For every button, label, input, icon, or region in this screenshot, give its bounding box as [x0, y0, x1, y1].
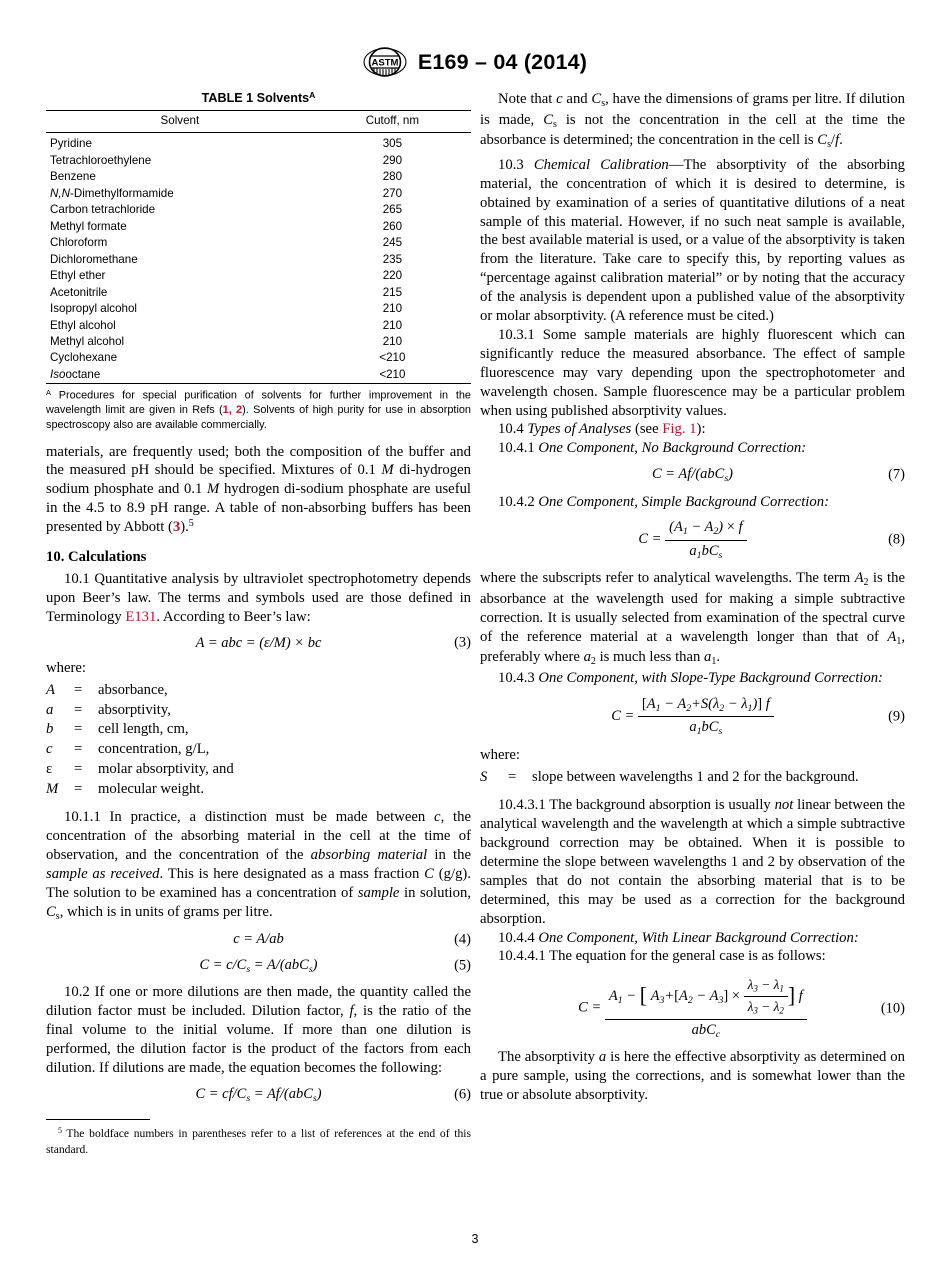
where-list — [480, 768, 905, 788]
equation-8-number: (8) — [888, 532, 905, 549]
page-footnote-5 — [46, 1126, 471, 1157]
table-title-text: TABLE 1 Solvents — [201, 91, 310, 106]
equation-5-part-1: C = c/C — [199, 956, 247, 973]
paragraph-where-subscripts — [480, 569, 905, 669]
paragraph-10-2 — [46, 983, 471, 1077]
text: hydrogen di-sodium phosphate are useful in the 4.5 to 8.9 pH range. A table of non-absorbing buffers has been presented by Abbott ( — [46, 481, 472, 536]
symbol-molar-1: M — [381, 462, 394, 479]
text: , is the ratio of the final volume to the initial volume. If more than one dilution is performed, the dilution factor is the product of the factors from each dilution. If dilutions are made, the equation becomes the following: — [46, 1003, 471, 1076]
footnote-separator: , — [228, 404, 237, 417]
subscript-s: s — [55, 910, 60, 922]
equation-7-subscript: s — [724, 472, 729, 484]
cell-cutoff: 210 — [382, 318, 403, 332]
text: The background absorption is usually — [545, 797, 775, 814]
footnote-marker-5: 5 — [188, 518, 194, 530]
section-number: 10.4 — [498, 421, 524, 438]
standard-designation: E169 – 04 (2014) — [417, 49, 588, 74]
subscript-s: s — [827, 139, 831, 151]
equation-4 — [46, 930, 471, 949]
cell-cutoff: 270 — [382, 186, 403, 200]
text: is the absorbance at the wavelength used for making a simple subtractive correction. It is usually selected from examination of the spectral curve of the reference material at a wavelength longer than that of — [480, 570, 905, 645]
text: The equation for the general case is as follows: — [545, 948, 826, 965]
equation-5-number: (5) — [454, 957, 471, 974]
cell-solvent: Methyl alcohol — [50, 334, 125, 348]
table-footnote — [46, 388, 471, 434]
equation-10-denominator: abC$_c$ — [691, 1021, 721, 1040]
where-item — [46, 720, 471, 740]
cell-cutoff: 305 — [382, 137, 403, 151]
text: If one or more dilutions are then made, the quantity called the dilution factor must be included. Dilution factor, — [46, 984, 471, 1020]
cell-cutoff: <210 — [314, 366, 471, 383]
symbol-A2: A — [854, 570, 864, 587]
table-row — [46, 267, 471, 283]
cell-solvent: Ethyl alcohol — [50, 318, 116, 332]
cell-solvent: Chloroform — [50, 236, 108, 250]
where-symbol: b — [46, 721, 54, 738]
text: Note that — [498, 91, 557, 107]
equation-5 — [46, 956, 471, 976]
equation-5-subscript-1: s — [246, 963, 251, 975]
section-title-types-of-analyses: Types of Analyses — [527, 421, 632, 438]
cell-cutoff: 290 — [382, 153, 403, 167]
text: Quantitative analysis by ultraviolet spectrophotometry depends upon Beer’s law. The terms and symbols used are those defined in Terminology — [46, 570, 471, 625]
table-row — [46, 133, 471, 152]
column-header-cutoff: Cutoff, nm — [314, 111, 471, 133]
cell-solvent: Dichloromethane — [50, 252, 138, 266]
where-equals: = — [74, 721, 83, 738]
text: (g/g). The solution to be examined has a concentration of — [46, 865, 471, 901]
paragraph-10-4-4-1 — [480, 947, 905, 966]
right-column — [480, 90, 905, 1105]
where-list — [46, 681, 471, 799]
section-number: 10.4.1 — [498, 440, 535, 457]
equation-5-body — [199, 956, 317, 976]
equation-7-number: (7) — [888, 467, 905, 484]
equation-3 — [46, 634, 471, 653]
cell-solvent: Ethyl ether — [50, 269, 106, 283]
equation-4-number: (4) — [454, 931, 471, 948]
text: in the — [427, 846, 472, 863]
cell-solvent: octane — [65, 367, 101, 381]
text: , preferably where — [480, 628, 905, 666]
section-number: 10.3.1 — [498, 326, 535, 343]
symbol-Cs: C — [46, 903, 56, 920]
page-number: 3 — [471, 1232, 479, 1246]
text: , have the dimensions of grams per litre. If dilution is made, — [480, 91, 905, 128]
table-row — [46, 234, 471, 250]
equation-4-body: c = A/ab — [233, 931, 284, 948]
section-heading-calculations: 10. Calculations — [46, 548, 147, 565]
equation-10-body: C = $A_1$ − [ $A_3+[A_2 - A_3]$ × $\frac{\lambda_3 - \lambda_1}{\lambda_3 - \lambda_2}$ ] f abC$_c$ — [578, 976, 807, 1041]
where-label: where: — [480, 746, 520, 763]
section-title-simple-background-correction: One Component, Simple Background Correction: — [538, 493, 829, 510]
table-row — [46, 169, 471, 185]
subscript-2: 2 — [590, 656, 596, 668]
where-definition: slope between wavelengths 1 and 2 for the background. — [532, 768, 859, 785]
equation-6-part-3: ) — [316, 1085, 322, 1102]
paragraph-10-4-3-1 — [480, 796, 905, 928]
astm-logo — [363, 47, 407, 77]
table-row — [46, 350, 471, 366]
text: In practice, a distinction must be made between — [100, 809, 435, 826]
equation-9-numerator: $[A_1 - A_2+S(\lambda_2 - \lambda_1)]$ f — [638, 695, 774, 717]
cell-cutoff: 245 — [382, 236, 403, 250]
solvents-table-body — [46, 133, 471, 384]
where-equals: = — [74, 701, 83, 718]
table-1-solvents — [46, 90, 471, 434]
symbol-C: C — [817, 132, 828, 149]
where-equals: = — [74, 682, 83, 699]
cell-solvent-italic-prefix: N,N — [50, 186, 70, 200]
section-number: 10.3 — [498, 156, 524, 173]
where-item — [46, 740, 471, 760]
paragraph-10-1-1 — [46, 808, 471, 923]
cell-cutoff: 210 — [382, 334, 403, 348]
symbol-a1: a — [704, 649, 712, 666]
cell-solvent: Acetonitrile — [50, 285, 108, 299]
paragraph-note-dimensions — [480, 90, 905, 152]
where-item — [46, 780, 471, 800]
table-row — [46, 333, 471, 349]
section-title-one-component-no-background: One Component, No Background Correction: — [538, 440, 807, 457]
table-footnote-text-1: Procedures for special purification of solvents for further improvement in the wavelength limit are given in Refs ( — [46, 389, 471, 417]
table-title — [46, 90, 471, 106]
where-label: where: — [46, 660, 86, 677]
equation-9-body: C = $\frac{[A_1 - A_2+S(\lambda_2 - \lambda_1)] f}{a_1bC_s}$ — [611, 695, 774, 739]
cell-cutoff: <210 — [379, 351, 406, 365]
symbol-C: C — [424, 865, 434, 882]
where-symbol: S — [480, 768, 488, 785]
where-definition: molecular weight. — [98, 780, 205, 797]
reference-link-2[interactable]: 2 — [236, 404, 243, 417]
symbol-a2: a — [583, 649, 591, 666]
table-row — [46, 218, 471, 234]
where-symbol: a — [46, 701, 54, 718]
equation-6-number: (6) — [454, 1086, 471, 1103]
text: , the concentration of the absorbing material in the cell at the time of observation, and the concentration of the — [46, 809, 471, 863]
text: is here the effective absorptivity as determined on a pure sample, using the corrections, and is somewhat lower than the true or absolute absorptivity. — [480, 1049, 905, 1103]
paragraph-10-4 — [480, 420, 905, 439]
text: Some sample materials are highly fluorescent which can significantly reduce the measured absorbance. The effect of sample fluorescence may vary depending upon the spectrophotometer and wavelength chosen. Sample fluorescence may be a particular problem when using published absorptivity values. — [480, 326, 905, 419]
cell-solvent: Isopropyl alcohol — [50, 302, 138, 316]
text: is much less than — [595, 649, 705, 666]
table-row — [46, 284, 471, 300]
where-definition: absorbance, — [98, 682, 168, 699]
equation-9-number: (9) — [888, 708, 905, 725]
section-number: 10.4.2 — [498, 493, 535, 510]
cell-solvent: Carbon tetrachloride — [50, 203, 156, 217]
cell-solvent: Methyl formate — [50, 219, 127, 233]
where-item — [46, 701, 471, 721]
where-item — [46, 760, 471, 780]
equation-8-numerator: $(A_1 - A_2) \times f$ — [665, 518, 747, 540]
cell-cutoff: 280 — [382, 170, 403, 184]
left-column — [46, 90, 471, 1157]
footnote-text: The boldface numbers in parentheses refer to a list of references at the end of this standard. — [46, 1127, 471, 1156]
cell-solvent: Cyclohexane — [50, 351, 118, 365]
paragraph-10-4-2 — [480, 493, 905, 512]
paragraph-materials — [46, 443, 471, 537]
cell-cutoff: 220 — [382, 269, 403, 283]
text: . This is here designated as a mass fraction — [159, 865, 425, 882]
paragraph-10-4-1 — [480, 439, 905, 458]
text: is not the concentration in the cell at the time the absorbance is determined; the concentration in the cell is — [480, 111, 905, 149]
equation-8-body: C = $\frac{(A_1 - A_2) \times f}{a_1bC_s}$ — [638, 518, 746, 562]
table-footnote-marker: A — [46, 387, 51, 397]
cell-solvent: -Dimethylformamide — [69, 186, 174, 200]
section-number: 10.4.4 — [498, 929, 535, 946]
paragraph-10-1 — [46, 570, 471, 627]
equation-9-denominator: $a_1bC_s$ — [689, 719, 723, 738]
symbol-f: f — [835, 132, 840, 149]
equation-3-number: (3) — [454, 634, 471, 651]
table-row — [46, 185, 471, 201]
text: linear between the analytical wavelength and the wavelength at which a simple subtractive background correction may be obtained. When it is possible to determine the slope between wavelengths 1 and 2 by observation of the samples that do not contain the absorbing material that is to be determined, this may be used as a correction for the background absorption. — [480, 797, 905, 927]
symbol-C: C — [591, 91, 602, 107]
section-title-chemical-calibration: Chemical Calibration — [533, 156, 669, 173]
paragraph-10-4-3 — [480, 669, 905, 688]
section-number: 10.1.1 — [64, 809, 101, 826]
where-item — [480, 768, 905, 788]
text: materials, are frequently used; both the composition of the buffer and the measured pH should be specified. Mixtures of 0.1 — [46, 443, 471, 479]
where-definition: molar absorptivity, and — [98, 760, 234, 777]
equation-7-part-1: C = Af/(abC — [651, 466, 725, 483]
figure-link-fig-1[interactable]: Fig. 1 — [662, 421, 697, 438]
symbol-f: f — [349, 1003, 354, 1020]
symbol-A1: A — [887, 628, 897, 645]
where-symbol: ε — [46, 760, 53, 777]
cell-solvent: Pyridine — [50, 137, 92, 151]
paragraph-10-4-4 — [480, 929, 905, 948]
where-definition: cell length, cm, — [98, 721, 189, 738]
symbol-C: C — [543, 111, 553, 128]
equation-10-number: (10) — [880, 1000, 905, 1017]
section-title-slope-type-background: One Component, with Slope-Type Background Correction: — [538, 669, 883, 686]
text: , which is in units of grams per litre. — [59, 903, 273, 920]
equation-7-part-2: ) — [728, 466, 734, 483]
equation-5-subscript-2: s — [308, 963, 313, 975]
table-footnote-text-2: ). Solvents of high purity for use in absorption spectroscopy also are available commercially. — [46, 404, 471, 432]
cell-cutoff: 210 — [382, 302, 403, 316]
table-row — [46, 366, 471, 383]
emphasis-absorbing-material: absorbing material — [310, 846, 428, 863]
cell-solvent: Tetrachloroethylene — [50, 153, 152, 167]
section-title-linear-background-correction: One Component, With Linear Background Correction: — [538, 929, 859, 946]
equation-6-subscript-1: s — [246, 1092, 251, 1104]
symbol-c: c — [556, 91, 563, 107]
where-equals: = — [74, 780, 83, 797]
equation-7-body — [652, 465, 733, 485]
table-row — [46, 152, 471, 168]
paragraph-absorptivity — [480, 1048, 905, 1105]
text: and — [562, 91, 592, 107]
section-number: 10.4.3 — [498, 669, 535, 686]
text: in solution, — [399, 884, 471, 901]
where-equals: = — [508, 768, 517, 785]
subscript-1: 1 — [896, 635, 902, 647]
subscript-s: s — [601, 97, 606, 109]
equation-10 — [480, 976, 905, 1041]
where-symbol: M — [46, 780, 59, 797]
text: ): — [696, 421, 706, 438]
section-number: 10.4.4.1 — [498, 948, 546, 965]
cell-cutoff: 235 — [382, 252, 403, 266]
table-row — [46, 251, 471, 267]
footnote-number: 5 — [58, 1126, 62, 1136]
cell-cutoff: 265 — [382, 203, 403, 217]
table-title-footnote-marker: A — [309, 90, 316, 100]
equation-6-part-1: C = cf/C — [195, 1085, 247, 1102]
where-equals: = — [74, 741, 83, 758]
where-symbol: A — [46, 682, 55, 699]
text: . According to Beer’s law: — [156, 608, 311, 625]
symbol-a: a — [598, 1049, 607, 1066]
svg-text:ASTM: ASTM — [371, 57, 399, 69]
table-row — [46, 300, 471, 316]
equation-5-part-2: = A/(abC — [250, 956, 309, 973]
equation-3-body: A = abc = (ε/M) × bc — [195, 634, 322, 651]
symbol-molar-2: M — [207, 481, 220, 498]
emphasis-not: not — [774, 797, 794, 814]
table-row — [46, 202, 471, 218]
terminology-link-e131[interactable]: E131 — [125, 608, 157, 625]
page-header — [0, 47, 950, 77]
equation-5-part-3: ) — [312, 956, 318, 973]
subscript-s: s — [552, 118, 557, 130]
text: / — [830, 132, 836, 149]
where-item — [46, 681, 471, 701]
equation-8-denominator: $a_1bC_s$ — [689, 542, 723, 561]
symbol-c: c — [434, 809, 441, 826]
cell-cutoff: 260 — [382, 219, 403, 233]
section-number: 10.4.3.1 — [498, 797, 546, 814]
cell-solvent: Benzene — [50, 170, 96, 184]
equation-6 — [46, 1085, 471, 1105]
text: ). — [180, 519, 189, 536]
emphasis-sample-as-received: sample as received — [46, 865, 160, 882]
text: where the subscripts refer to analytical wavelengths. The term — [480, 570, 855, 587]
where-symbol: c — [46, 741, 53, 758]
paragraph-10-3-1 — [480, 326, 905, 420]
equation-10-numerator: $A_1$ − [ $A_3+[A_2 - A_3]$ × $\frac{\lambda_3 - \lambda_1}{\lambda_3 - \lambda_2}$ ] f — [605, 976, 807, 1019]
reference-link-1[interactable]: 1 — [222, 404, 229, 417]
equation-8 — [480, 518, 905, 562]
cell-cutoff: 215 — [382, 285, 403, 299]
where-definition: concentration, g/L, — [98, 741, 210, 758]
subscript-1: 1 — [711, 656, 717, 668]
text: (see — [631, 421, 663, 438]
footnote-divider — [46, 1119, 150, 1120]
where-definition: absorptivity, — [98, 701, 171, 718]
section-number: 10.2 — [64, 984, 90, 1001]
cell-solvent-italic-prefix: Iso — [50, 367, 66, 381]
text: . — [716, 649, 721, 666]
equation-6-subscript-2: s — [312, 1092, 317, 1104]
equation-9 — [480, 695, 905, 739]
reference-link-3[interactable]: 3 — [172, 519, 181, 536]
subscript-2: 2 — [863, 577, 869, 589]
emphasis-sample: sample — [357, 884, 400, 901]
column-header-solvent: Solvent — [46, 111, 314, 133]
solvents-table — [46, 110, 471, 384]
text: The absorptivity — [498, 1049, 599, 1066]
table-row — [46, 317, 471, 333]
text: —The absorptivity of the absorbing material, the concentration of which it is desired to determine, is obtained by examination of a series of quantitative dilutions of a neat sample of this material. However, if no such neat sample is available, the best available material is used, or a value of the absorptivity is taken from the literature. Take care to specify this, by reporting values as “percentage against calibration material” or by noting that the accuracy of the analysis is dependent upon a published value of the absorptivity or molar absorptivity. (A reference must be cited.) — [480, 156, 905, 325]
text: . — [839, 132, 843, 149]
paragraph-10-3 — [480, 156, 905, 326]
equation-6-part-2: = Af/(abC — [250, 1085, 313, 1102]
equation-6-body — [195, 1085, 321, 1105]
text: di-hydrogen sodium phosphate and 0.1 — [46, 462, 471, 498]
section-number: 10.1 — [64, 570, 90, 587]
where-equals: = — [74, 760, 83, 777]
equation-7 — [480, 465, 905, 485]
